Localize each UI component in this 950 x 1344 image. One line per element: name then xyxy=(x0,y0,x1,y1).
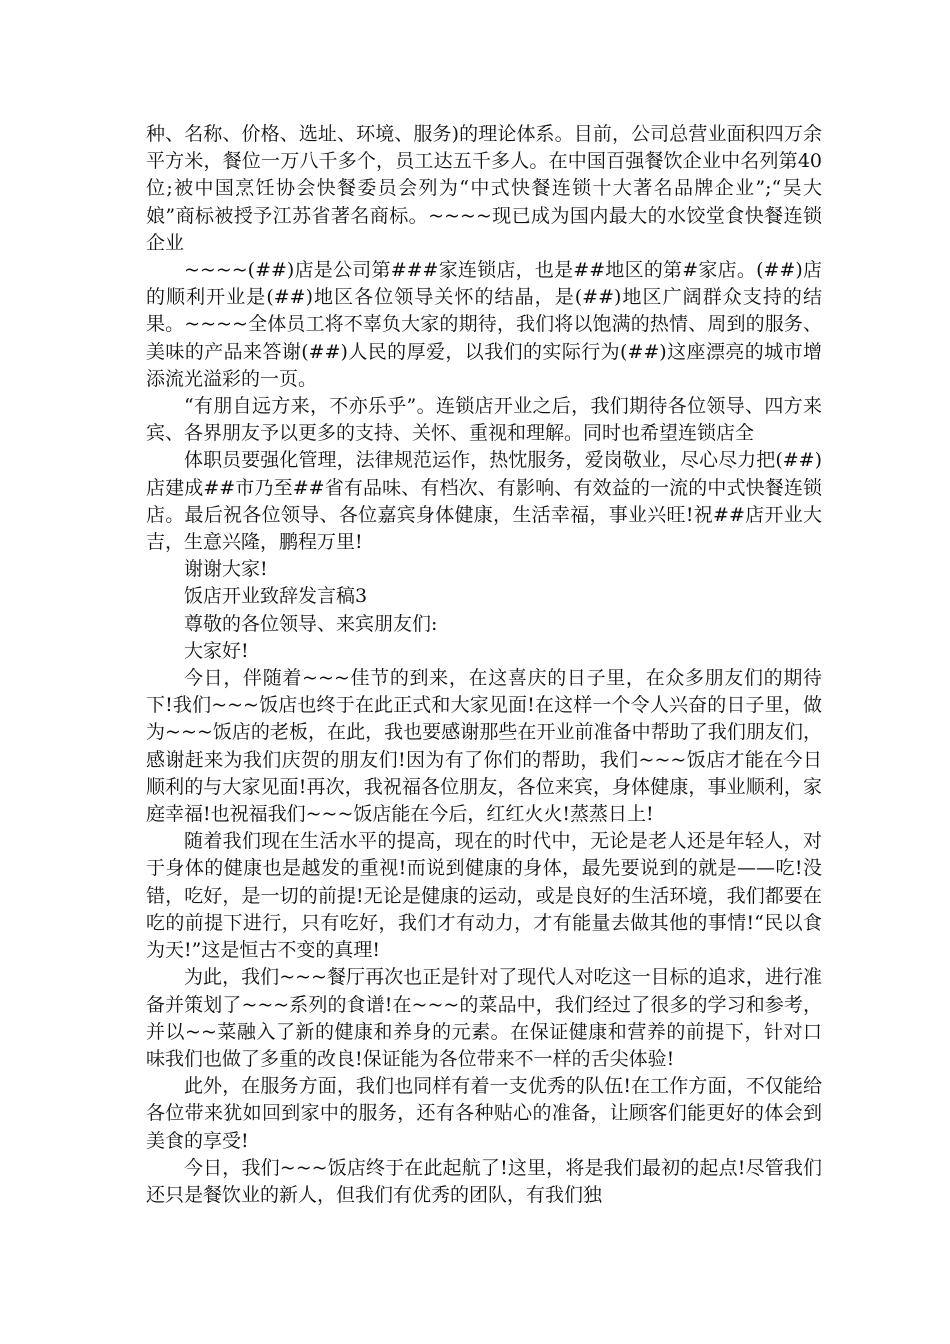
paragraph-13: 今日，我们~~~饭店终于在此起航了!这里，将是我们最初的起点!尽管我们还只是餐饮业的新人，但我们有优秀的团队，有我们独 xyxy=(146,1156,822,1206)
section-title: 饭店开业致辞发言稿3 xyxy=(184,585,368,608)
paragraph-12: 此外，在服务方面，我们也同样有着一支优秀的队伍!在工作方面，不仅能给各位带来犹如回到家中的服务，还有各种贴心的准备，让顾客们能更好的体会到美食的享受! xyxy=(146,1075,822,1152)
paragraph-3: “有朋自远方来，不亦乐乎”。连锁店开业之后，我们期待各位领导、四方来宾、各界朋友予以更多的支持、关怀、重视和理解。同时也希望连锁店全 xyxy=(146,395,822,445)
document-page xyxy=(146,121,822,1209)
paragraph-9: 今日，伴随着~~~佳节的到来，在这喜庆的日子里，在众多朋友们的期待下!我们~~~饭店也终于在此正式和大家见面!在这样一个令人兴奋的日子里，做为~~~饭店的老板，在此，我也要感谢那些在开业前准备中帮助了我们朋友们，感谢赶来为我们庆贺的朋友们!因为有了你们的帮助，我们~~~饭店才能在今日顺利的与大家见面!再次，我祝福各位朋友，各位来宾，身体健康，事业顺利，家庭幸福!也祝福我们~~~饭店能在今后，红红火火!蒸蒸日上! xyxy=(146,667,822,826)
paragraph-4: 体职员要强化管理，法律规范运作，热忱服务，爱岗敬业，尽心尽力把(##)店建成##市乃至##省有品味、有档次、有影响、有效益的一流的中式快餐连锁店。最后祝各位领导、各位嘉宾身体健康，生活幸福，事业兴旺!祝##店开业大吉，生意兴隆，鹏程万里! xyxy=(146,449,822,554)
paragraph-1: 种、名称、价格、选址、环境、服务)的理论体系。目前，公司总营业面积四万余平方米，餐位一万八千多个，员工达五千多人。在中国百强餐饮企业中名列第40位;被中国烹饪协会快餐委员会列为“中式快餐连锁十大著名品牌企业”;“吴大娘”商标被授予江苏省著名商标。~~~~现已成为国内最大的水饺堂食快餐连锁企业 xyxy=(146,123,822,254)
salutation: 尊敬的各位领导、来宾朋友们: xyxy=(184,612,438,635)
paragraph-2: ~~~~(##)店是公司第###家连锁店，也是##地区的第#家店。(##)店的顺利开业是(##)地区各位领导关怀的结晶，是(##)地区广阔群众支持的结果。~~~~全体员工将不辜负大家的期待，我们将以饱满的热情、周到的服务、美味的产品来答谢(##)人民的厚爱，以我们的实际行为(##)这座漂亮的城市增添流光溢彩的一页。 xyxy=(146,259,822,390)
greeting: 大家好! xyxy=(184,639,249,662)
paragraph-11: 为此，我们~~~餐厅再次也正是针对了现代人对吃这一目标的追求，进行准备并策划了~~~系列的食谱!在~~~的菜品中，我们经过了很多的学习和参考，并以~~菜融入了新的健康和养身的元素。在保证健康和营养的前提下，针对口味我们也做了多重的改良!保证能为各位带来不一样的舌尖体验! xyxy=(146,966,822,1070)
paragraph-10: 随着我们现在生活水平的提高，现在的时代中，无论是老人还是年轻人，对于身体的健康也是越发的重视!而说到健康的身体，最先要说到的就是——吃!没错，吃好，是一切的前提!无论是健康的运动，或是良好的生活环境，我们都要在吃的前提下进行，只有吃好，我们才有动力，才有能量去做其他的事情!“民以食为天!”这是恒古不变的真理! xyxy=(146,830,822,962)
thanks-line: 谢谢大家! xyxy=(184,558,268,581)
